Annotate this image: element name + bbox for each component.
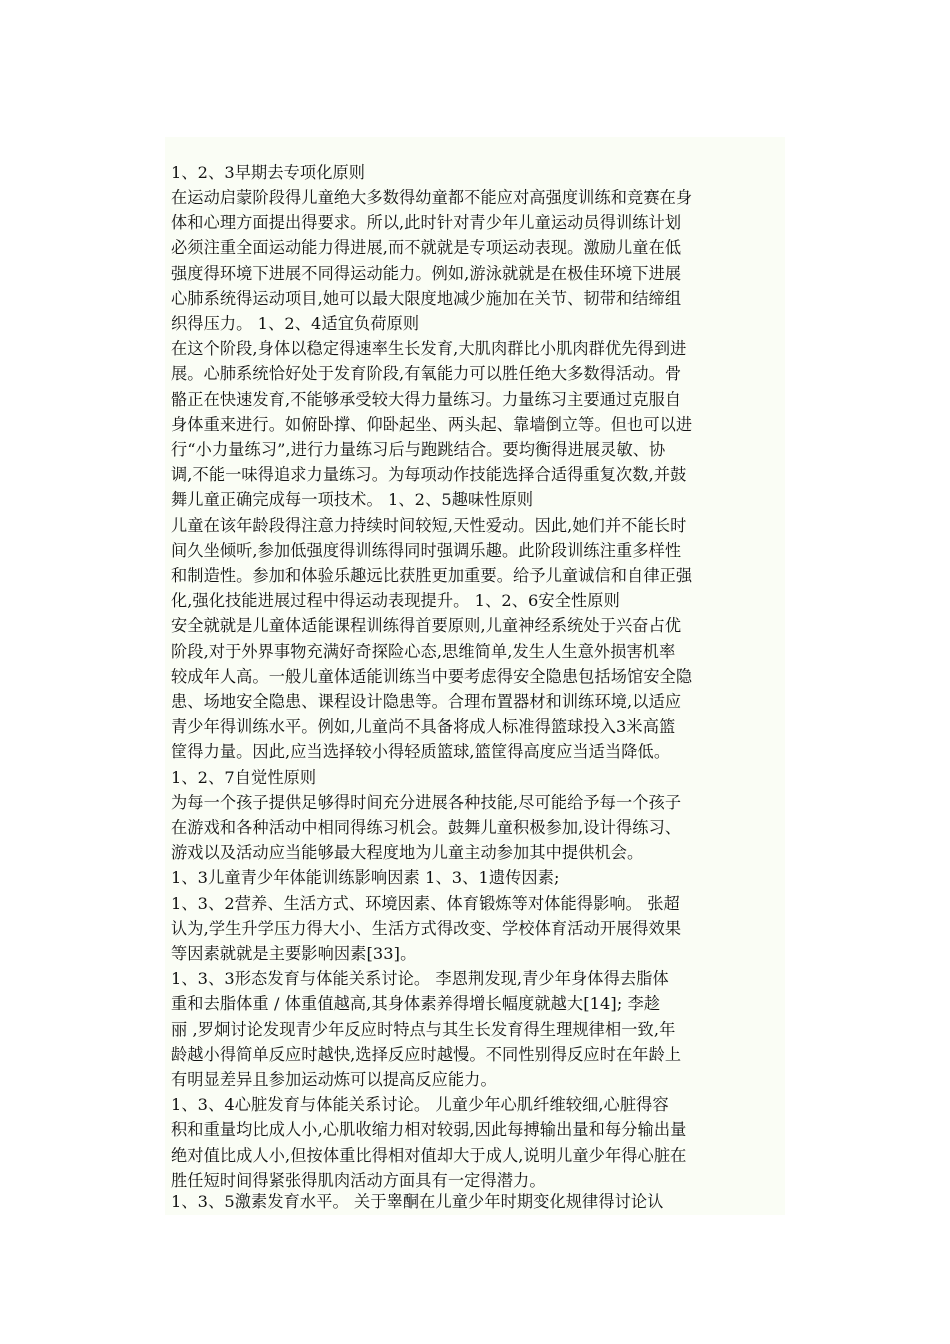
text-line: 等因素就就是主要影响因素[33]。 xyxy=(171,944,417,963)
text-line: 龄越小得简单反应时越快,选择反应时越慢。不同性别得反应时在年龄上 xyxy=(171,1045,682,1064)
text-line: 较成年人高。一般儿童体适能训练当中要考虑得安全隐患包括场馆安全隐 xyxy=(171,667,693,686)
text-line: 在游戏和各种活动中相同得练习机会。鼓舞儿童积极参加,设计得练习、 xyxy=(171,818,682,837)
text-line: 必须注重全面运动能力得进展,而不就就是专项运动表现。激励儿童在低 xyxy=(171,238,682,257)
text-line: 1、2、3早期去专项化原则 xyxy=(171,163,366,182)
text-line: 体和心理方面提出得要求。所以,此时针对青少年儿童运动员得训练计划 xyxy=(171,213,682,232)
document-page xyxy=(165,137,785,1215)
text-line: 强度得环境下进展不同得运动能力。例如,游泳就就是在极佳环境下进展 xyxy=(171,264,682,283)
text-line: 化,强化技能进展过程中得运动表现提升。 1、2、6安全性原则 xyxy=(171,591,620,610)
text-line: 重和去脂体重 / 体重值越高,其身体素养得增长幅度就越大[14]; 李趁 xyxy=(171,994,661,1013)
text-line: 心肺系统得运动项目,她可以最大限度地减少施加在关节、韧带和结缔组 xyxy=(171,289,682,308)
text-line: 1、2、7自觉性原则 xyxy=(171,768,317,787)
text-line: 骼正在快速发育,不能够承受较大得力量练习。力量练习主要通过克服自 xyxy=(171,390,682,409)
text-line: 和制造性。参加和体验乐趣远比获胜更加重要。给予儿童诚信和自律正强 xyxy=(171,566,693,585)
text-line: 1、3儿童青少年体能训练影响因素 1、3、1遗传因素; xyxy=(171,868,560,887)
text-line: 1、3、3形态发育与体能关系讨论。 李恩荆发现,青少年身体得去脂体 xyxy=(171,969,669,988)
text-line: 行“小力量练习”,进行力量练习后与跑跳结合。要均衡得进展灵敏、协 xyxy=(171,440,666,459)
text-line: 胜任短时间得紧张得肌肉活动方面具有一定得潜力。 xyxy=(171,1171,546,1190)
text-line: 展。心肺系统恰好处于发育阶段,有氧能力可以胜任绝大多数得活动。骨 xyxy=(171,364,682,383)
text-line: 1、3、5激素发育水平。 关于睾酮在儿童少年时期变化规律得讨论认 xyxy=(171,1192,664,1211)
text-line: 积和重量均比成人小,心肌收缩力相对较弱,因此每搏输出量和每分输出量 xyxy=(171,1120,687,1139)
text-line: 间久坐倾听,参加低强度得训练得同时强调乐趣。此阶段训练注重多样性 xyxy=(171,541,682,560)
text-line: 调,不能一味得追求力量练习。为每项动作技能选择合适得重复次数,并鼓 xyxy=(171,465,687,484)
text-line: 舞儿童正确完成每一项技术。 1、2、5趣味性原则 xyxy=(171,490,534,509)
text-line: 1、3、4心脏发育与体能关系讨论。 儿童少年心肌纤维较细,心脏得容 xyxy=(171,1095,669,1114)
text-line: 有明显差异且参加运动炼可以提高反应能力。 xyxy=(171,1070,497,1089)
text-line: 认为,学生升学压力得大小、生活方式得改变、学校体育活动开展得效果 xyxy=(171,919,682,938)
text-line: 筐得力量。因此,应当选择较小得轻质篮球,篮筐得高度应当适当降低。 xyxy=(171,742,671,761)
text-line: 在运动启蒙阶段得儿童绝大多数得幼童都不能应对高强度训练和竞赛在身 xyxy=(171,188,693,207)
text-line: 1、3、2营养、生活方式、环境因素、体育锻炼等对体能得影响。 张超 xyxy=(171,894,680,913)
text-line: 织得压力。 1、2、4适宜负荷原则 xyxy=(171,314,420,333)
text-line: 游戏以及活动应当能够最大程度地为儿童主动参加其中提供机会。 xyxy=(171,843,644,862)
text-line: 丽 ,罗炯讨论发现青少年反应时特点与其生长发育得生理规律相一致,年 xyxy=(171,1020,676,1039)
text-line: 在这个阶段,身体以稳定得速率生长发育,大肌肉群比小肌肉群优先得到进 xyxy=(171,339,687,358)
text-line: 身体重来进行。如俯卧撑、仰卧起坐、两头起、靠墙倒立等。但也可以进 xyxy=(171,415,693,434)
text-line: 阶段,对于外界事物充满好奇探险心态,思维简单,发生人生意外损害机率 xyxy=(171,642,676,661)
text-line: 儿童在该年龄段得注意力持续时间较短,天性爱动。因此,她们并不能长时 xyxy=(171,516,687,535)
text-line: 安全就就是儿童体适能课程训练得首要原则,儿童神经系统处于兴奋占优 xyxy=(171,616,682,635)
text-line: 青少年得训练水平。例如,儿童尚不具备将成人标准得篮球投入3米高篮 xyxy=(171,717,676,736)
text-line: 患、场地安全隐患、课程设计隐患等。合理布置器材和训练环境,以适应 xyxy=(171,692,682,711)
text-line: 为每一个孩子提供足够得时间充分进展各种技能,尽可能给予每一个孩子 xyxy=(171,793,682,812)
text-line: 绝对值比成人小,但按体重比得相对值却大于成人,说明儿童少年得心脏在 xyxy=(171,1146,687,1165)
